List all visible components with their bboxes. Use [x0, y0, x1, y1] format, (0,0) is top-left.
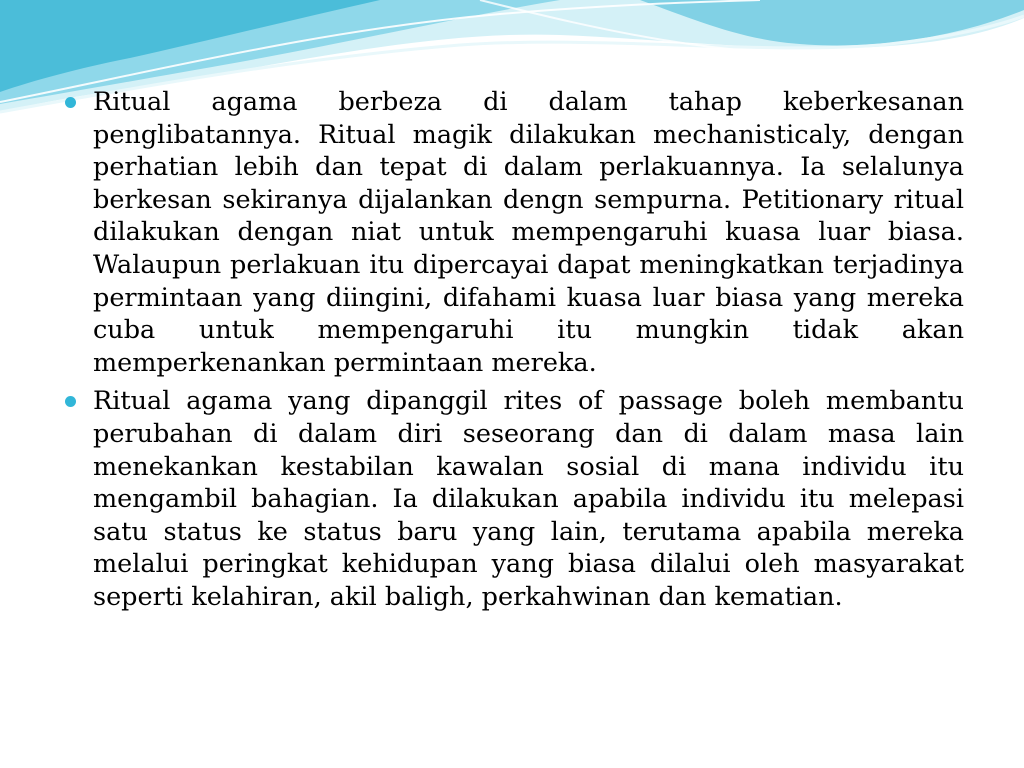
bullet-dot-icon	[65, 97, 76, 108]
slide-content	[62, 86, 964, 620]
bullet-text-1: Ritual agama berbeza di dalam tahap keberkesanan penglibatannya. Ritual magik dilakukan mechanisticaly, dengan perhatian lebih dan tepat di dalam perlakuannya. Ia selalunya berkesan sekiranya dijalankan dengn sempurna. Petitionary ritual dilakukan dengan niat untuk mempengaruhi kuasa luar biasa. Walaupun perlakuan itu dipercayai dapat meningkatkan terjadinya permintaan yang diingini, difahami kuasa luar biasa yang mereka cuba untuk mempengaruhi itu mungkin tidak akan memperkenankan permintaan mereka.	[93, 87, 964, 378]
bullet-text-2: Ritual agama yang dipanggil rites of passage boleh membantu perubahan di dalam diri seseorang dan di dalam masa lain menekankan kestabilan kawalan sosial di mana individu itu mengambil bahagian. Ia dilakukan apabila individu itu melepasi satu status ke status baru yang lain, terutama apabila mereka melalui peringkat kehidupan yang biasa dilalui oleh masyarakat seperti kelahiran, akil baligh, perkahwinan dan kematian.	[93, 386, 964, 612]
bullet-dot-icon	[65, 396, 76, 407]
bullet-item-2	[62, 385, 964, 613]
bullet-item-1	[62, 86, 964, 379]
